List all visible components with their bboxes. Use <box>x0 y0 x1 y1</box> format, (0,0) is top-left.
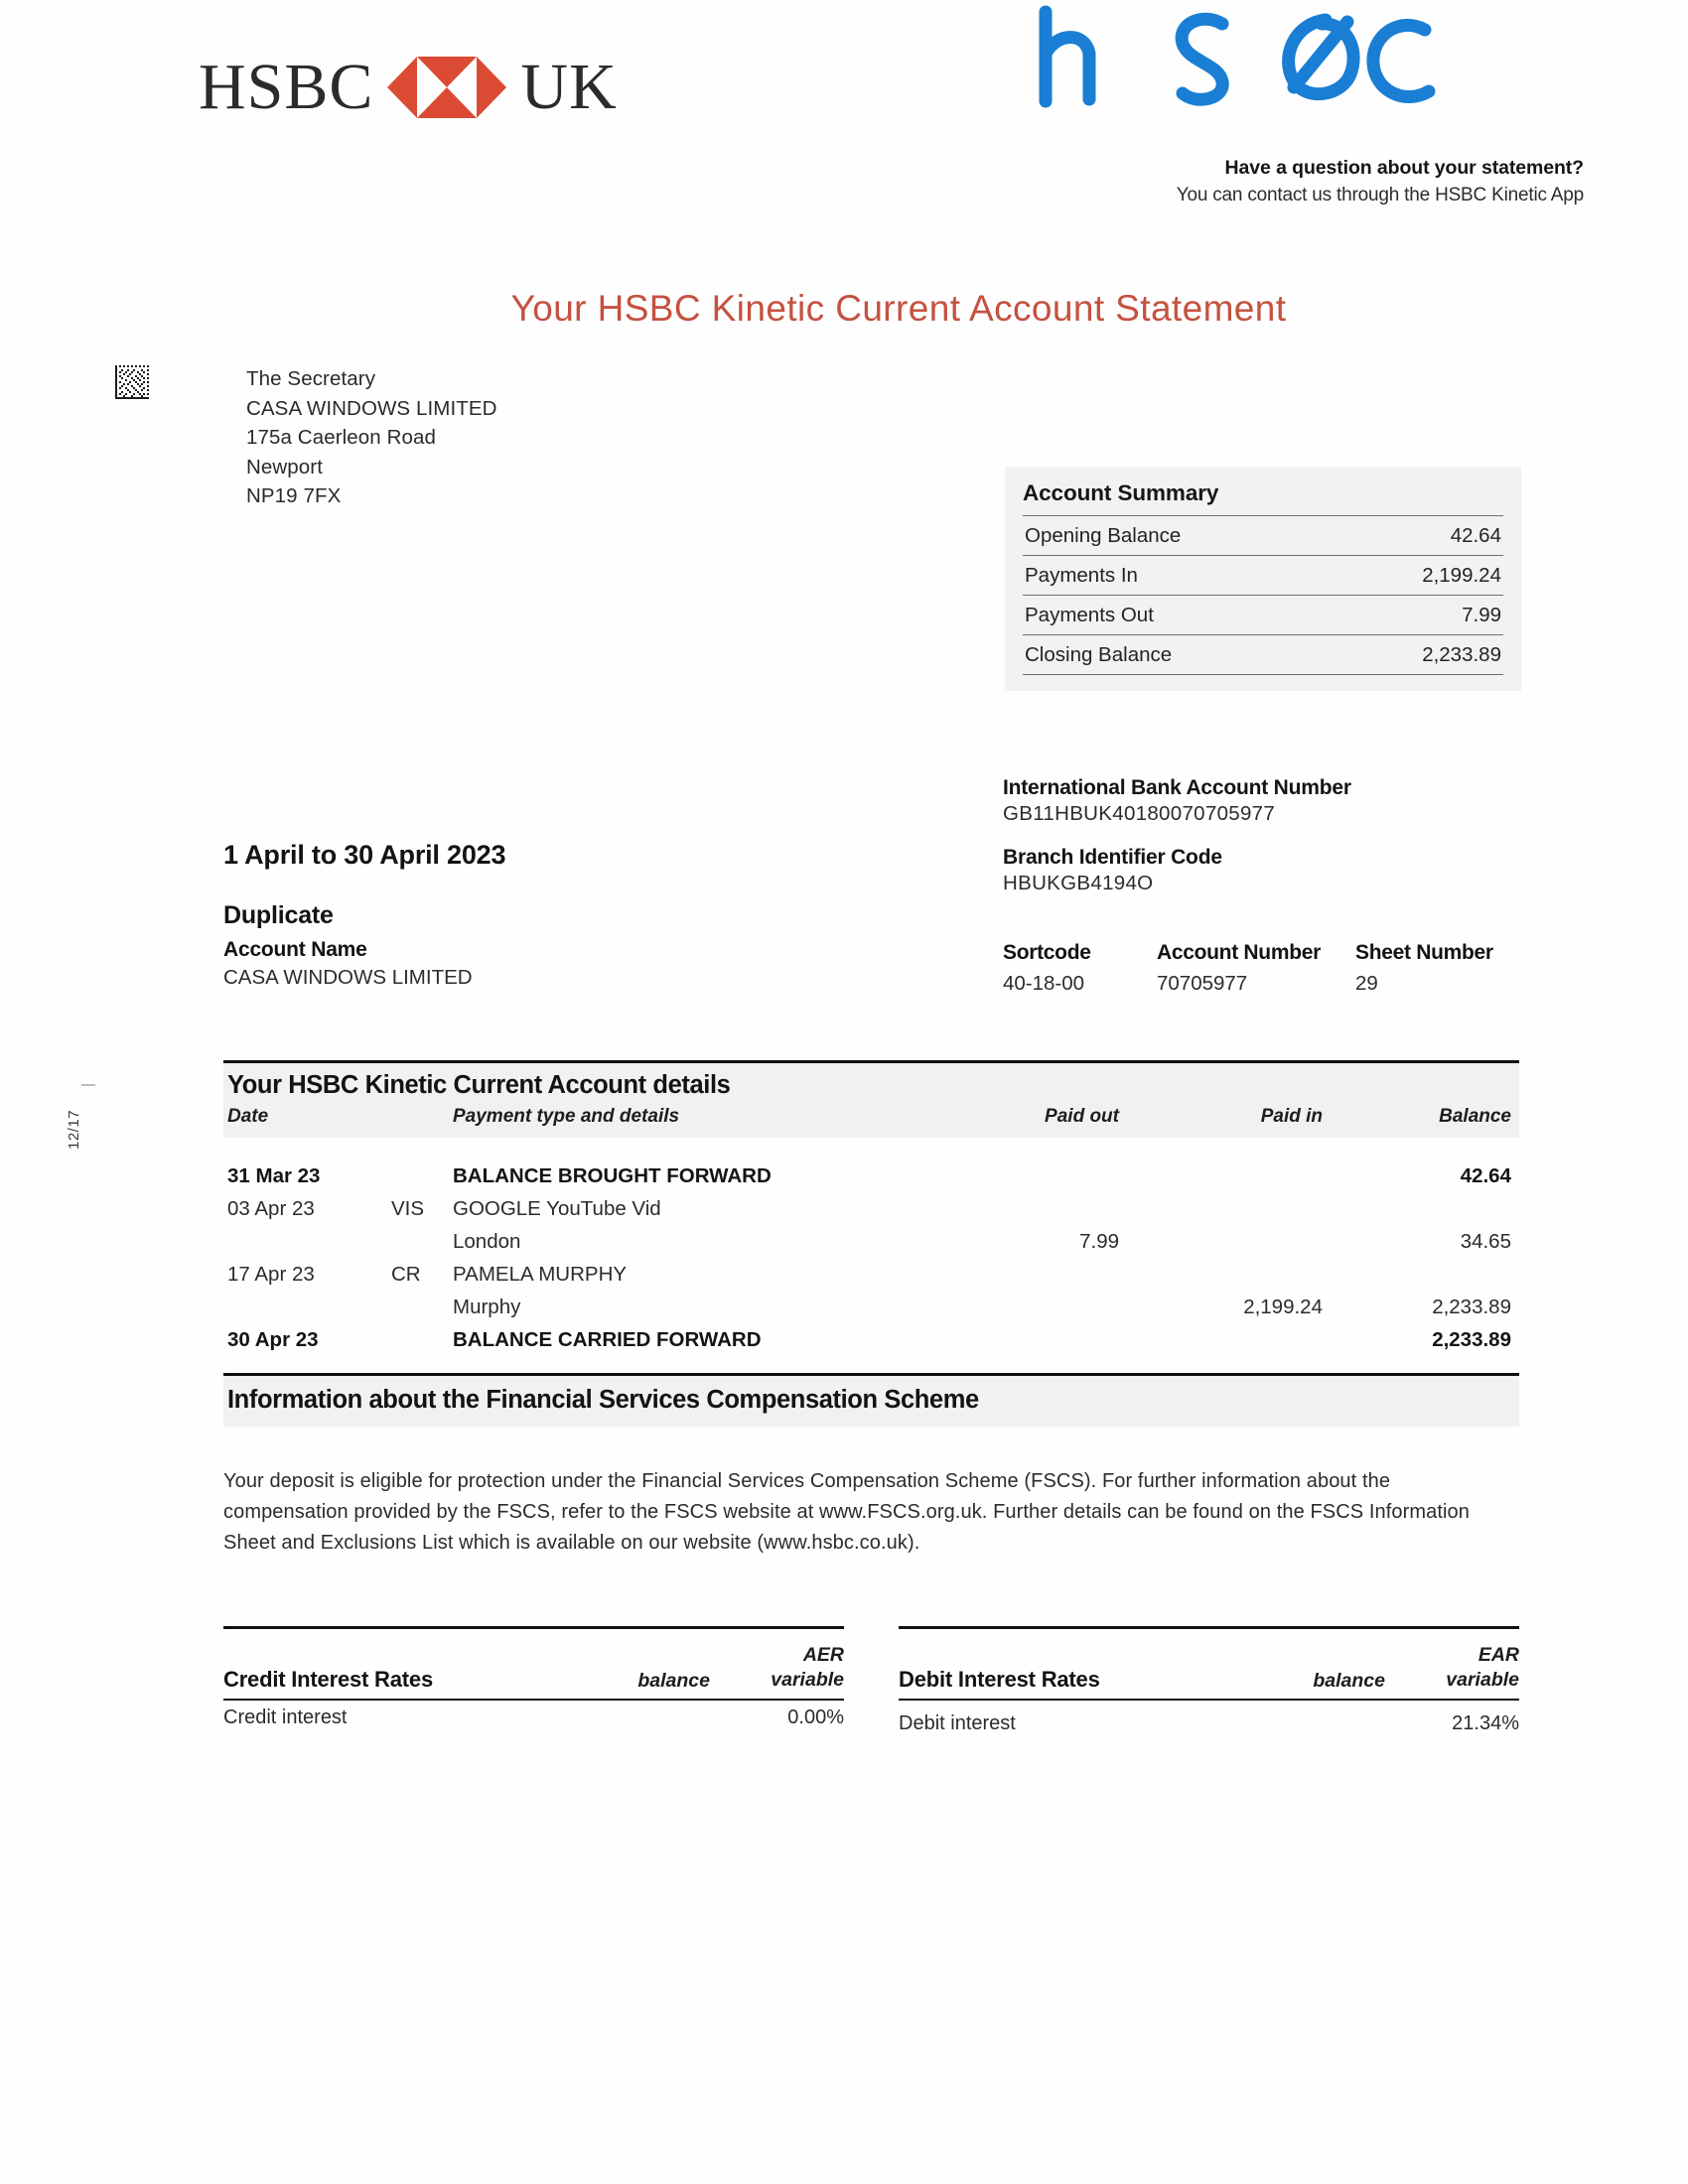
summary-row-payments-out <box>1023 595 1503 634</box>
address-line-1: The Secretary <box>246 367 376 390</box>
sheet-number-label: Sheet Number <box>1355 941 1493 964</box>
iban-label: International Bank Account Number <box>1003 776 1351 799</box>
handwritten-hsbc-annotation <box>1028 2 1475 126</box>
summary-value: 2,199.24 <box>1422 564 1501 587</box>
cell-paid-out <box>906 1162 1119 1190</box>
fscs-section <box>223 1373 1519 1559</box>
cell-paid-out: 7.99 <box>1079 1229 1119 1253</box>
column-header-balance: Balance <box>1439 1106 1511 1127</box>
address-line-2: CASA WINDOWS LIMITED <box>246 396 497 420</box>
table-row <box>223 1291 1519 1323</box>
cell-code: VIS <box>391 1196 425 1220</box>
hsbc-uk-logo <box>199 50 618 125</box>
cell-details: GOOGLE YouTube Vid <box>453 1196 661 1220</box>
summary-value: 42.64 <box>1450 524 1501 547</box>
sortcode-column <box>1003 941 1157 996</box>
debit-interest-value: 21.34% <box>1452 1712 1519 1734</box>
datamatrix-barcode-icon <box>115 365 149 399</box>
credit-interest-rates-table <box>223 1626 844 1735</box>
summary-row-closing-balance <box>1023 634 1503 675</box>
cell-balance: 42.64 <box>1460 1163 1511 1187</box>
bank-identifiers <box>1003 776 1539 895</box>
account-meta-row <box>1003 941 1524 996</box>
cell-balance: 2,233.89 <box>1432 1295 1511 1318</box>
bic-value: HBUKGB4194O <box>1003 872 1154 894</box>
debit-rates-title: Debit Interest Rates <box>899 1667 1100 1692</box>
account-number-label: Account Number <box>1157 941 1321 964</box>
table-row <box>223 1258 1519 1291</box>
logo-text-uk: UK <box>520 51 618 123</box>
table-row <box>223 1225 1519 1258</box>
summary-row-opening-balance <box>1023 515 1503 555</box>
summary-row-payments-in <box>1023 555 1503 595</box>
transactions-column-headers <box>223 1106 1519 1128</box>
credit-balance-header: balance <box>637 1670 710 1692</box>
debit-interest-rates-table <box>899 1626 1519 1735</box>
address-line-3: 175a Caerleon Road <box>246 426 436 449</box>
debit-interest-row <box>899 1699 1519 1735</box>
statement-contact-line: You can contact us through the HSBC Kinetic App <box>1176 185 1584 205</box>
cell-code <box>391 1228 453 1256</box>
transactions-rows <box>223 1160 1519 1356</box>
account-name-label: Account Name <box>223 938 367 961</box>
cell-paid-out <box>906 1294 1119 1321</box>
cell-code <box>391 1162 453 1190</box>
column-header-paid-in: Paid in <box>1260 1106 1323 1127</box>
cell-balance: 2,233.89 <box>1432 1327 1511 1351</box>
account-number-column <box>1157 941 1355 996</box>
fscs-section-title: Information about the Financial Services Compensation Scheme <box>227 1386 979 1414</box>
column-header-paid-out: Paid out <box>1045 1106 1119 1127</box>
cell-paid-out <box>906 1326 1119 1354</box>
account-name-block <box>223 901 473 990</box>
summary-label: Payments Out <box>1025 604 1154 626</box>
transactions-header-band <box>223 1063 1519 1138</box>
cell-balance <box>1323 1195 1511 1223</box>
credit-interest-value: 0.00% <box>787 1706 844 1728</box>
account-summary-title: Account Summary <box>1023 480 1219 505</box>
cell-paid-out <box>906 1195 1119 1223</box>
table-row <box>223 1192 1519 1225</box>
sheet-number-value: 29 <box>1355 972 1378 995</box>
fscs-header-band <box>223 1376 1519 1427</box>
account-number-value: 70705977 <box>1157 972 1248 995</box>
transactions-section-title: Your HSBC Kinetic Current Account details <box>227 1071 731 1099</box>
account-name-value: CASA WINDOWS LIMITED <box>223 966 473 989</box>
summary-label: Closing Balance <box>1025 643 1173 666</box>
interest-rates-section <box>223 1626 1519 1735</box>
iban-value: GB11HBUK40180070705977 <box>1003 802 1276 825</box>
debit-rate-header-bottom: variable <box>1446 1669 1519 1691</box>
debit-interest-label: Debit interest <box>899 1712 1016 1734</box>
credit-rates-title: Credit Interest Rates <box>223 1667 433 1692</box>
sortcode-label: Sortcode <box>1003 941 1091 964</box>
summary-value: 2,233.89 <box>1422 643 1501 666</box>
duplicate-label: Duplicate <box>223 901 334 929</box>
cell-details: London <box>453 1229 521 1253</box>
cell-details: Murphy <box>453 1295 521 1318</box>
page-title: Your HSBC Kinetic Current Account Statement <box>510 288 1287 329</box>
debit-interest-balance <box>1221 1712 1385 1735</box>
credit-rate-header-bottom: variable <box>771 1669 844 1691</box>
hsbc-hexagon-icon <box>387 57 506 118</box>
column-header-date: Date <box>227 1106 269 1127</box>
address-line-4: Newport <box>246 455 324 478</box>
cell-details: PAMELA MURPHY <box>453 1262 628 1286</box>
cell-date <box>227 1228 391 1256</box>
cell-details: BALANCE CARRIED FORWARD <box>453 1327 762 1351</box>
credit-rate-header <box>710 1643 844 1693</box>
margin-form-code: 12/17 <box>66 1109 82 1150</box>
transactions-section <box>223 1060 1519 1356</box>
table-row <box>223 1323 1519 1356</box>
statement-question-heading: Have a question about your statement? <box>1224 157 1584 179</box>
debit-rate-header <box>1385 1643 1519 1693</box>
table-row <box>223 1160 1519 1192</box>
cell-date <box>227 1294 391 1321</box>
credit-interest-label: Credit interest <box>223 1706 348 1728</box>
debit-rate-header-top: EAR <box>1477 1644 1519 1666</box>
margin-tick-mark <box>81 1084 95 1086</box>
recipient-address <box>246 364 497 511</box>
credit-interest-row <box>223 1699 844 1729</box>
logo-text-hsbc: HSBC <box>199 51 374 123</box>
address-postcode: NP19 7FX <box>246 484 342 507</box>
debit-balance-header: balance <box>1313 1670 1385 1692</box>
cell-paid-in: 2,199.24 <box>1243 1295 1323 1318</box>
statement-period: 1 April to 30 April 2023 <box>223 840 506 870</box>
cell-date: 31 Mar 23 <box>227 1163 321 1187</box>
summary-label: Opening Balance <box>1025 524 1182 547</box>
cell-date: 03 Apr 23 <box>227 1196 315 1220</box>
account-summary-panel <box>1005 467 1521 691</box>
cell-code <box>391 1294 453 1321</box>
bic-label: Branch Identifier Code <box>1003 846 1222 869</box>
credit-rate-header-top: AER <box>802 1644 844 1666</box>
cell-paid-in <box>1119 1195 1323 1223</box>
contact-block <box>889 157 1584 206</box>
cell-paid-in <box>1119 1261 1323 1289</box>
cell-balance: 34.65 <box>1460 1229 1511 1253</box>
cell-paid-out <box>906 1261 1119 1289</box>
debit-rates-header <box>899 1629 1519 1699</box>
sheet-number-column <box>1355 941 1524 996</box>
cell-balance <box>1323 1261 1511 1289</box>
summary-value: 7.99 <box>1462 604 1501 626</box>
cell-paid-in <box>1119 1228 1323 1256</box>
cell-paid-in <box>1119 1162 1323 1190</box>
summary-label: Payments In <box>1025 564 1138 587</box>
column-header-details: Payment type and details <box>453 1106 680 1127</box>
fscs-body-text: Your deposit is eligible for protection under the Financial Services Compensation Scheme (FSCS). For further information about the compensation provided by the FSCS, refer to the FSCS website at www.FSCS.org.uk. Further details can be found on the FSCS Information Sheet and Exclusions List which is available on our website (www.hsbc.co.uk). <box>223 1470 1471 1554</box>
sortcode-value: 40-18-00 <box>1003 972 1085 995</box>
cell-date: 30 Apr 23 <box>227 1327 319 1351</box>
credit-rates-header <box>223 1629 844 1699</box>
cell-code: CR <box>391 1262 421 1286</box>
cell-date: 17 Apr 23 <box>227 1262 315 1286</box>
cell-paid-in <box>1119 1326 1323 1354</box>
credit-interest-balance <box>546 1706 710 1729</box>
cell-details: BALANCE BROUGHT FORWARD <box>453 1163 772 1187</box>
column-header-code <box>391 1106 453 1128</box>
cell-code <box>391 1326 453 1354</box>
